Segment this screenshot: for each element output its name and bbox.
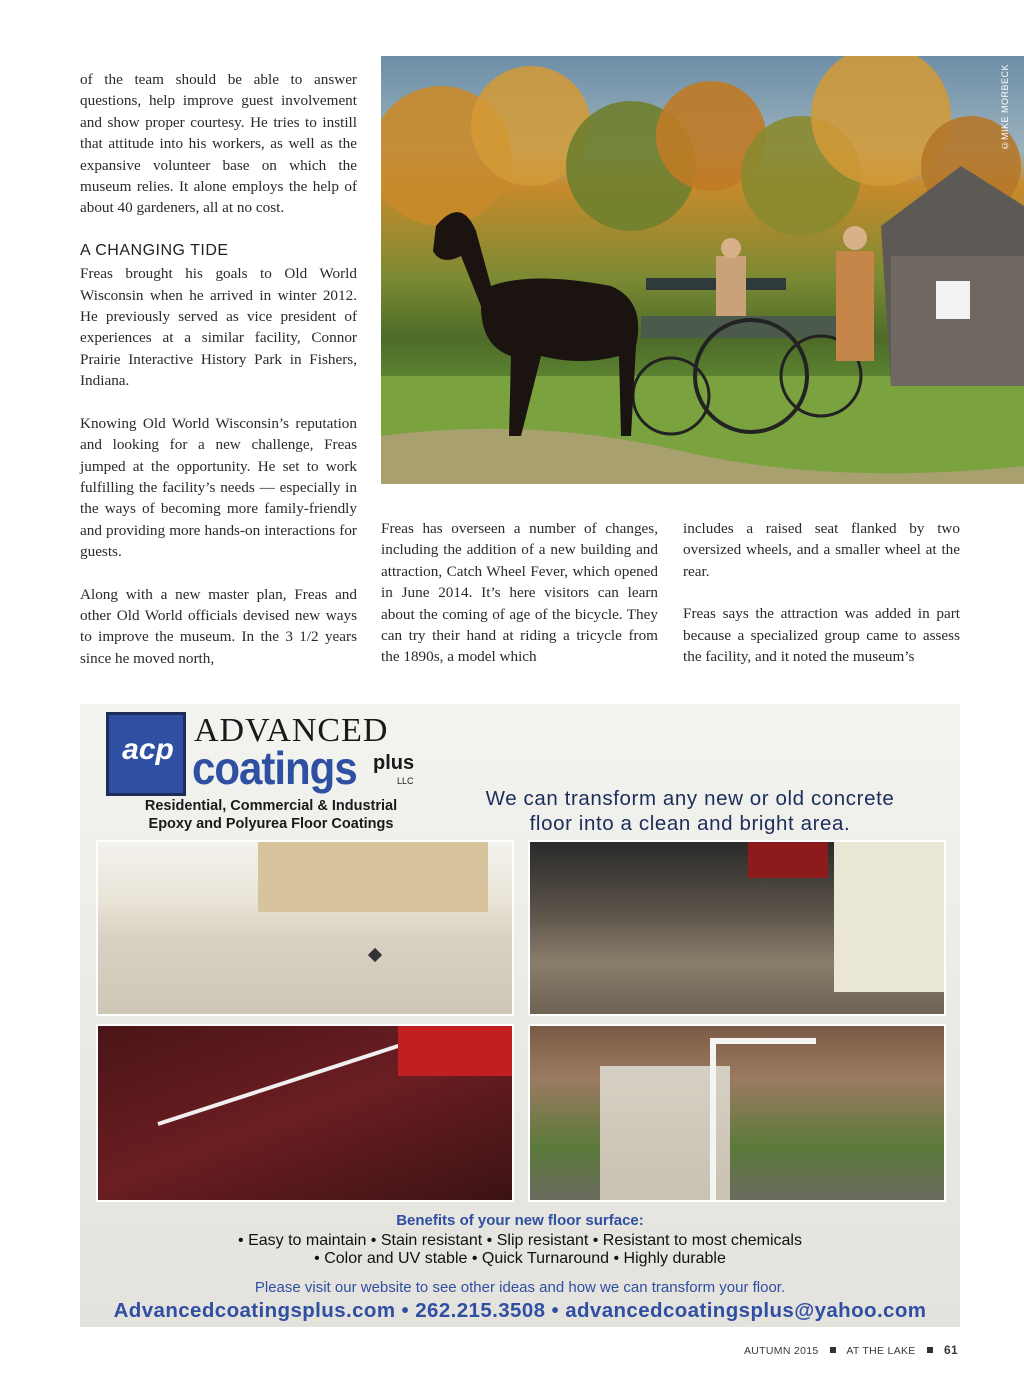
logo-llc: LLC (397, 776, 414, 786)
article-paragraph: Freas says the attraction was added in part because a specialized group came to assess the facility, and it noted the museum’s (683, 605, 960, 666)
red-garage-floor-photo (96, 1024, 514, 1202)
glossy-floor-photo (528, 840, 946, 1016)
benefits-line: • Color and UV stable • Quick Turnaround • Highly durable (314, 1250, 726, 1267)
ad-subtitle-line: Residential, Commercial & Industrial (144, 798, 398, 814)
ad-headline-line: We can transform any new or old concrete (485, 787, 895, 810)
article-column-1 (80, 69, 357, 669)
separator-square (927, 1347, 933, 1353)
article-paragraph: Freas has overseen a number of changes, including the addition of a new building and attraction, Catch Wheel Fever, which opened in June 2014. It’s here visitors can learn about the coming of age of the bicycle. They can try their hand at riding a tricycle from the 1890s, a model which (381, 520, 658, 666)
ad-headline-line: floor into a clean and bright area. (529, 812, 851, 835)
logo-word-coatings: coatings (192, 742, 357, 794)
cabinets (258, 842, 488, 912)
floor-drain (368, 948, 382, 962)
magazine-name: AT THE LAKE (846, 1345, 916, 1357)
railing (710, 1038, 816, 1202)
benefits-line: • Easy to maintain • Stain resistant • Slip resistant • Resistant to most chemicals (238, 1232, 802, 1249)
acp-logo-text: acp (122, 733, 174, 766)
separator-square (830, 1347, 836, 1353)
benefits-block (80, 1211, 960, 1324)
red-car (398, 1026, 514, 1076)
issue-label: AUTUMN 2015 (744, 1345, 819, 1357)
garage-floor-photo (96, 840, 514, 1016)
red-chairs (748, 842, 828, 878)
logo-word-plus: plus (373, 752, 415, 774)
acp-logo-icon (106, 712, 186, 796)
article-column-3 (683, 518, 960, 667)
visit-text: Please visit our website to see other ideas and how we can transform your floor. (254, 1279, 786, 1296)
photo-credit: ©MIKE MORBECK (1000, 64, 1010, 151)
article-paragraph: includes a raised seat flanked by two oversized wheels, and a smaller wheel at the rear. (683, 520, 960, 580)
advanced-coatings-logo (106, 712, 416, 802)
benefits-title: Benefits of your new floor surface: (396, 1212, 644, 1229)
article-paragraph: of the team should be able to answer questions, help improve guest involvement and show proper courtesy. He tries to instill that attitude into his workers, as well as the expansive volunteer base on which the museum relies. It alone employs the help of about 40 gardeners, all at no cost. (80, 71, 357, 217)
article-column-2 (381, 518, 658, 668)
section-heading: A CHANGING TIDE (80, 241, 229, 259)
logo-word-advanced: ADVANCED (194, 712, 389, 749)
advertisement (80, 704, 960, 1327)
ad-subtitle-line: Epoxy and Polyurea Floor Coatings (148, 816, 394, 832)
contact-line: Advancedcoatingsplus.com • 262.215.3508 • advancedcoatingsplus@yahoo.com (113, 1299, 927, 1322)
article-paragraph: Along with a new master plan, Freas and other Old World officials devised new ways to improve the museum. In the 3 1/2 years since he moved north, (80, 585, 357, 667)
page-number: 61 (944, 1343, 958, 1357)
article-paragraph: Freas brought his goals to Old World Wisconsin when he arrived in winter 2012. He previously served as vice president of experiences at a similar facility, Connor Prairie Interactive History Park in Fishers, Indiana. (80, 265, 357, 390)
porch-steps-photo (528, 1024, 946, 1202)
ad-headline (430, 786, 950, 836)
article-paragraph: Knowing Old World Wisconsin’s reputation and looking for a new challenge, Freas jumped at the opportunity. He set to work fulfilling the facility’s needs — especially in the ways of becoming more family-friendly and providing more hands-on interactions for guests. (80, 414, 357, 561)
ad-subtitle (96, 797, 446, 833)
wall-section (834, 842, 944, 992)
horse-carriage-illustration (381, 56, 1024, 484)
page-footer (744, 1343, 958, 1357)
horse-carriage-photo (381, 56, 1024, 484)
